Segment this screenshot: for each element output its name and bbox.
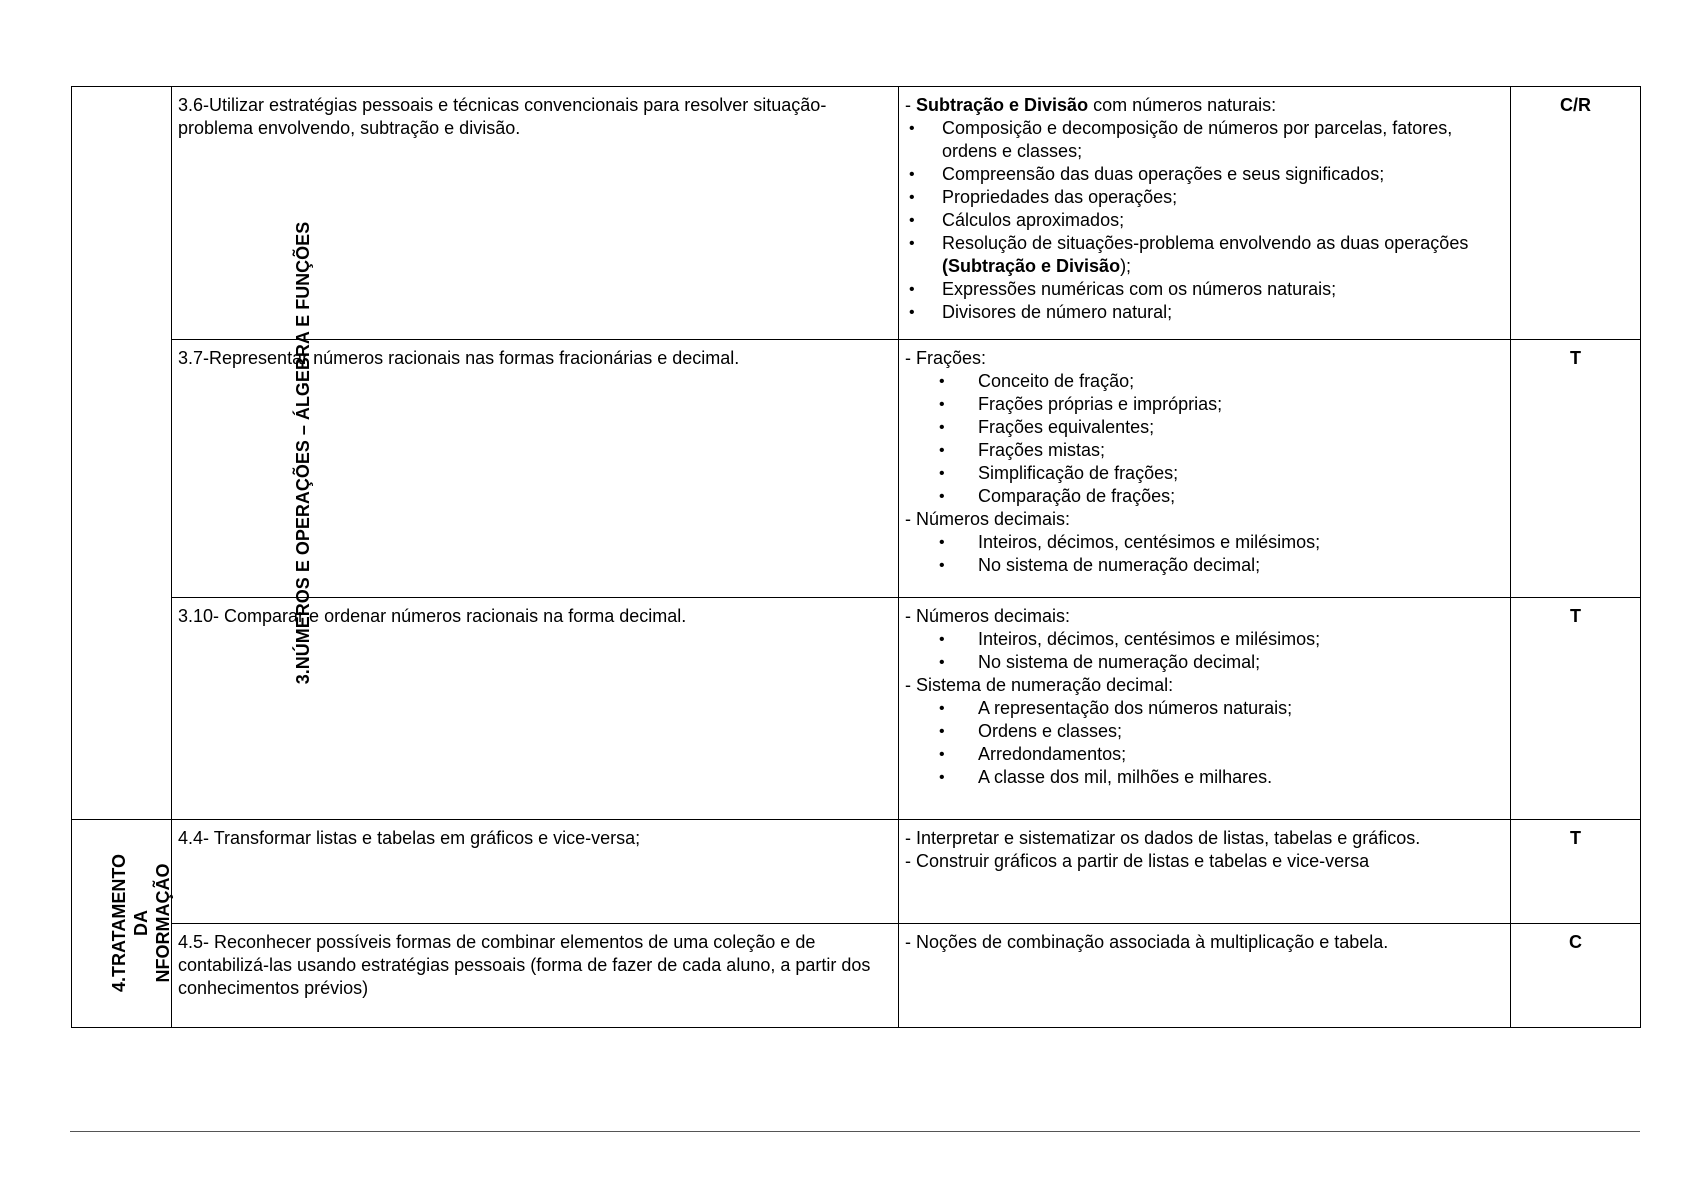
list-item: • Expressões numéricas com os números naturais; <box>905 278 1504 301</box>
list-item: • Compreensão das duas operações e seus significados; <box>905 163 1504 186</box>
content-cell <box>899 87 1511 340</box>
level-cell <box>1511 820 1641 924</box>
list-item: • Conceito de fração; <box>905 370 1504 393</box>
objective-cell <box>172 598 899 820</box>
list-item: • Frações mistas; <box>905 439 1504 462</box>
content-list <box>905 370 1504 508</box>
objective-text: 3.6-Utilizar estratégias pessoais e técnicas convencionais para resolver situação-problema envolvendo, subtração e divisão. <box>178 95 827 138</box>
list-item <box>905 232 1504 278</box>
list-item: • A classe dos mil, milhões e milhares. <box>905 766 1504 789</box>
objective-text: 3.7-Representar números racionais nas formas fracionárias e decimal. <box>178 348 740 368</box>
axis-label-line: NFORMAÇÃO <box>153 863 173 983</box>
level-cell <box>1511 924 1641 1028</box>
content-heading-bold: Subtração e Divisão <box>916 95 1089 115</box>
level-badge: T <box>1570 828 1581 848</box>
content-line: - Noções de combinação associada à multiplicação e tabela. <box>905 932 1389 952</box>
content-list <box>905 117 1504 324</box>
list-item: • Inteiros, décimos, centésimos e milésimos; <box>905 628 1504 651</box>
list-item: • Ordens e classes; <box>905 720 1504 743</box>
axis-cell-numeros <box>72 87 314 820</box>
content-cell <box>899 598 1511 820</box>
content-list <box>905 697 1504 789</box>
objective-cell <box>172 340 899 598</box>
list-item: • A representação dos números naturais; <box>905 697 1504 720</box>
axis-cell-tratamento <box>72 820 172 1028</box>
content-list <box>905 628 1504 674</box>
objective-text: 4.4- Transformar listas e tabelas em gráficos e vice-versa; <box>178 828 641 848</box>
footer-divider <box>70 1131 1640 1132</box>
curriculum-table <box>71 86 1641 1028</box>
list-item-text-end: ); <box>1120 256 1132 276</box>
list-item: • Inteiros, décimos, centésimos e milésimos; <box>905 531 1504 554</box>
content-cell <box>899 340 1511 598</box>
content-line: - Interpretar e sistematizar os dados de listas, tabelas e gráficos. <box>905 828 1421 848</box>
table-row <box>72 87 1641 340</box>
list-item: • Frações equivalentes; <box>905 416 1504 439</box>
table-row <box>72 924 1641 1028</box>
objective-cell <box>172 820 899 924</box>
objective-text: 3.10- Comparar e ordenar números racionais na forma decimal. <box>178 606 687 626</box>
axis-label-tratamento <box>108 854 174 992</box>
content-heading: - Sistema de numeração decimal: <box>905 675 1174 695</box>
list-item-bold: (Subtração e Divisão <box>942 256 1121 276</box>
list-item: • Frações próprias e impróprias; <box>905 393 1504 416</box>
list-item-text: Resolução de situações-problema envolvendo as duas operações <box>942 233 1469 253</box>
list-item: • Simplificação de frações; <box>905 462 1504 485</box>
list-item: • Composição e decomposição de números por parcelas, fatores, ordens e classes; <box>905 117 1504 163</box>
list-item: • Comparação de frações; <box>905 485 1504 508</box>
content-heading: - Frações: <box>905 348 987 368</box>
content-list <box>905 531 1504 577</box>
content-heading: - Números decimais: <box>905 606 1071 626</box>
content-heading-prefix: - <box>905 95 916 115</box>
table-row <box>72 820 1641 924</box>
content-cell <box>899 924 1511 1028</box>
content-line: - Construir gráficos a partir de listas e tabelas e vice-versa <box>905 851 1370 871</box>
content-heading <box>905 94 1504 117</box>
level-badge: T <box>1570 606 1581 626</box>
axis-label-line: 4.TRATAMENTO <box>109 854 129 992</box>
level-cell <box>1511 598 1641 820</box>
objective-text: 4.5- Reconhecer possíveis formas de combinar elementos de uma coleção e de contabilizá-las usando estratégias pessoais (forma de fazer de cada aluno, a partir dos conhecimentos prévios) <box>178 932 871 998</box>
level-badge: C/R <box>1560 95 1591 115</box>
axis-label-numeros: 3.NÚMEROS E OPERAÇÕES – ÁLGEBRA E FUNÇÕES <box>293 221 314 684</box>
level-badge: T <box>1570 348 1581 368</box>
objective-cell <box>172 87 899 340</box>
content-heading-rest: com números naturais: <box>1088 95 1277 115</box>
level-badge: C <box>1569 932 1582 952</box>
list-item: • Propriedades das operações; <box>905 186 1504 209</box>
list-item: • Cálculos aproximados; <box>905 209 1504 232</box>
list-item: • Divisores de número natural; <box>905 301 1504 324</box>
level-cell <box>1511 340 1641 598</box>
content-cell <box>899 820 1511 924</box>
content-heading: - Números decimais: <box>905 509 1071 529</box>
axis-label-line: DA <box>131 910 151 936</box>
list-item: • Arredondamentos; <box>905 743 1504 766</box>
list-item: • No sistema de numeração decimal; <box>905 651 1504 674</box>
level-cell <box>1511 87 1641 340</box>
objective-cell <box>172 924 899 1028</box>
list-item: • No sistema de numeração decimal; <box>905 554 1504 577</box>
